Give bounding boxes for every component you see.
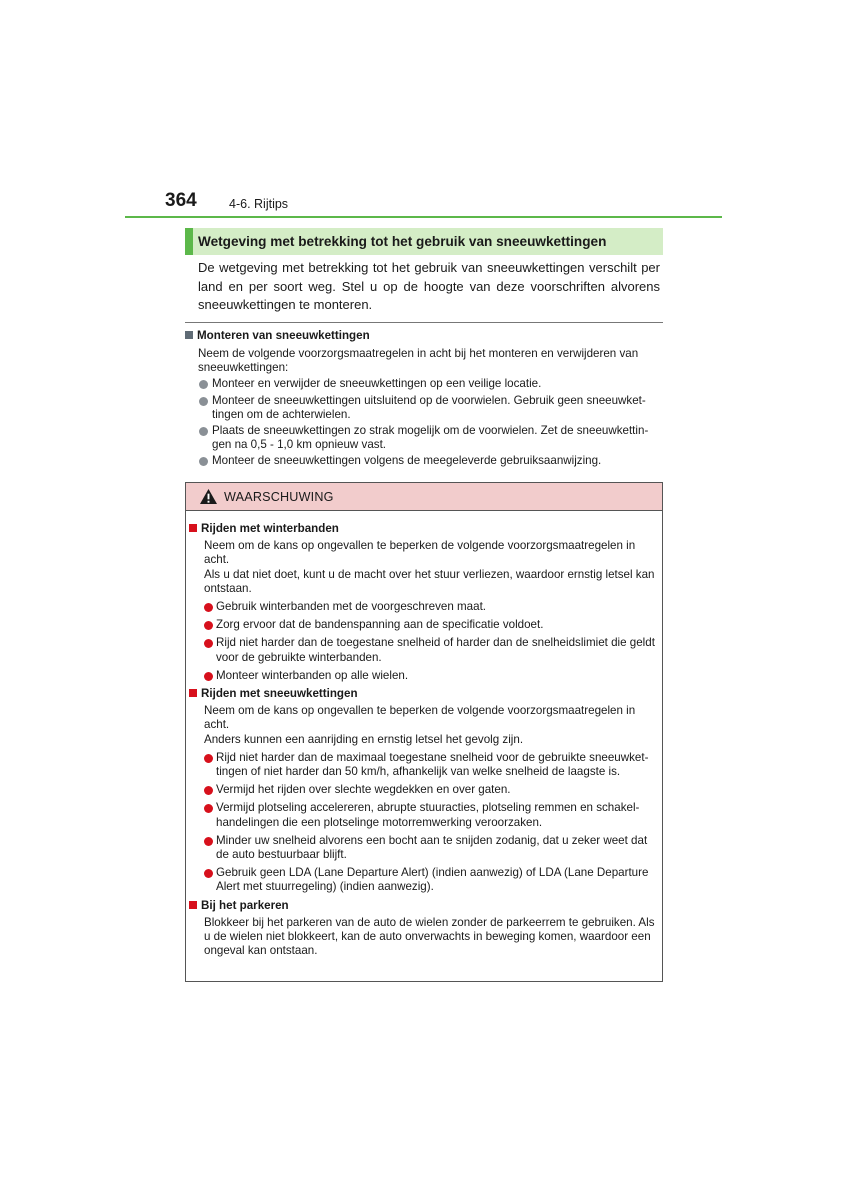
warning-content (189, 520, 659, 958)
warning-bullet: Gebruik geen LDA (Lane Departure Alert) (indien aanwezig) of LDA (Lane Departure Alert met stuurregeling) (indien aanwezig). (204, 866, 659, 894)
warning-bullet: Rijd niet harder dan de maximaal toegestane snelheid voor de gebruikte sneeuwkettingen of niet harder dan 50 km/h, afhankelijk van welke snelheid de laagste is. (204, 751, 659, 779)
warning-bullet: Gebruik winterbanden met de voorgeschreven maat. (204, 600, 659, 614)
topic-heading: Wetgeving met betrekking tot het gebruik van sneeuwkettingen (185, 228, 663, 255)
warning-title: WAARSCHUWING (224, 489, 334, 504)
mounting-bullet: Monteer de sneeuwkettingen uitsluitend op de voorwielen. Gebruik geen sneeuwkettingen om de achterwielen. (198, 394, 663, 422)
warning-heading-text: Rijden met winterbanden (201, 522, 339, 535)
warning-bullet: Zorg ervoor dat de bandenspanning aan de specificatie voldoet. (204, 618, 659, 632)
mounting-heading (185, 329, 370, 342)
mounting-bullet: Plaats de sneeuwkettingen zo strak mogelijk om de voorwielen. Zet de sneeuwkettingen na 0,5 - 1,0 km opnieuw vast. (198, 424, 663, 452)
mounting-bullet: Monteer en verwijder de sneeuwkettingen op een veilige locatie. (198, 377, 663, 391)
warning-body-parking (189, 916, 659, 959)
warning-paragraph: Als u dat niet doet, kunt u de macht over het stuur verliezen, waardoor ernstig letsel kan ontstaan. (204, 567, 655, 595)
warning-bullet: Vermijd plotseling accelereren, abrupte stuuracties, plotseling remmen en schakelhandelingen die een plotselinge motorremwerking veroorzaken. (204, 801, 659, 829)
warning-heading-snow-chains (189, 687, 659, 701)
warning-box (185, 482, 663, 982)
warning-header (186, 483, 662, 511)
warning-paragraph: Anders kunnen een aanrijding en ernstig letsel het gevolg zijn. (204, 732, 524, 746)
warning-paragraph: Neem om de kans op ongevallen te beperken de volgende voorzorgsmaatregelen in acht. (204, 539, 636, 567)
warning-body-winter-tires (189, 539, 659, 683)
mounting-intro: Neem de volgende voorzorgsmaatregelen in acht bij het monteren en verwijderen van sneeuwkettingen: (198, 347, 639, 375)
warning-triangle-icon (199, 488, 218, 505)
mounting-bullet: Monteer de sneeuwkettingen volgens de meegeleverde gebruiksaanwijzing. (198, 454, 663, 468)
topic-intro: De wetgeving met betrekking tot het gebruik van sneeuwkettingen verschilt per land en per soort weg. Stel u op de hoogte van deze voorschriften alvorens sneeuwkettingen te monteren. (198, 260, 660, 312)
square-bullet-icon (189, 689, 197, 697)
warning-heading-winter-tires (189, 522, 659, 536)
warning-bullet: Minder uw snelheid alvorens een bocht aan te snijden zodanig, dat u zeker weet dat de auto bestuurbaar blijft. (204, 834, 659, 862)
warning-heading-parking (189, 899, 659, 913)
warning-heading-text: Rijden met sneeuwkettingen (201, 687, 358, 701)
square-bullet-icon (189, 524, 197, 532)
warning-paragraph: Blokkeer bij het parkeren van de auto de wielen zonder de parkeerrem te gebruiken. Als u de wielen niet blokkeert, kan de auto onverwachts in beweging komen, waardoor een ongeval kan ontstaan. (204, 915, 655, 958)
page-number: 364 (165, 190, 197, 211)
warning-bullet: Rijd niet harder dan de toegestane snelheid of harder dan de snelheidslimiet die geldt voor de gebruikte winterbanden. (204, 636, 659, 664)
warning-bullet: Monteer winterbanden op alle wielen. (204, 669, 659, 683)
warning-paragraph: Neem om de kans op ongevallen te beperken de volgende voorzorgsmaatregelen in acht. (204, 704, 636, 732)
section-label: 4-6. Rijtips (229, 197, 289, 211)
mounting-heading-text: Monteren van sneeuwkettingen (197, 329, 370, 342)
header-rule (125, 216, 722, 218)
warning-bullet: Vermijd het rijden over slechte wegdekken en over gaten. (204, 783, 659, 797)
square-bullet-icon (189, 901, 197, 909)
section-divider (185, 322, 663, 323)
warning-body-snow-chains (189, 704, 659, 894)
warning-heading-text: Bij het parkeren (201, 898, 289, 912)
mounting-body (198, 347, 663, 469)
square-bullet-icon (185, 331, 193, 339)
